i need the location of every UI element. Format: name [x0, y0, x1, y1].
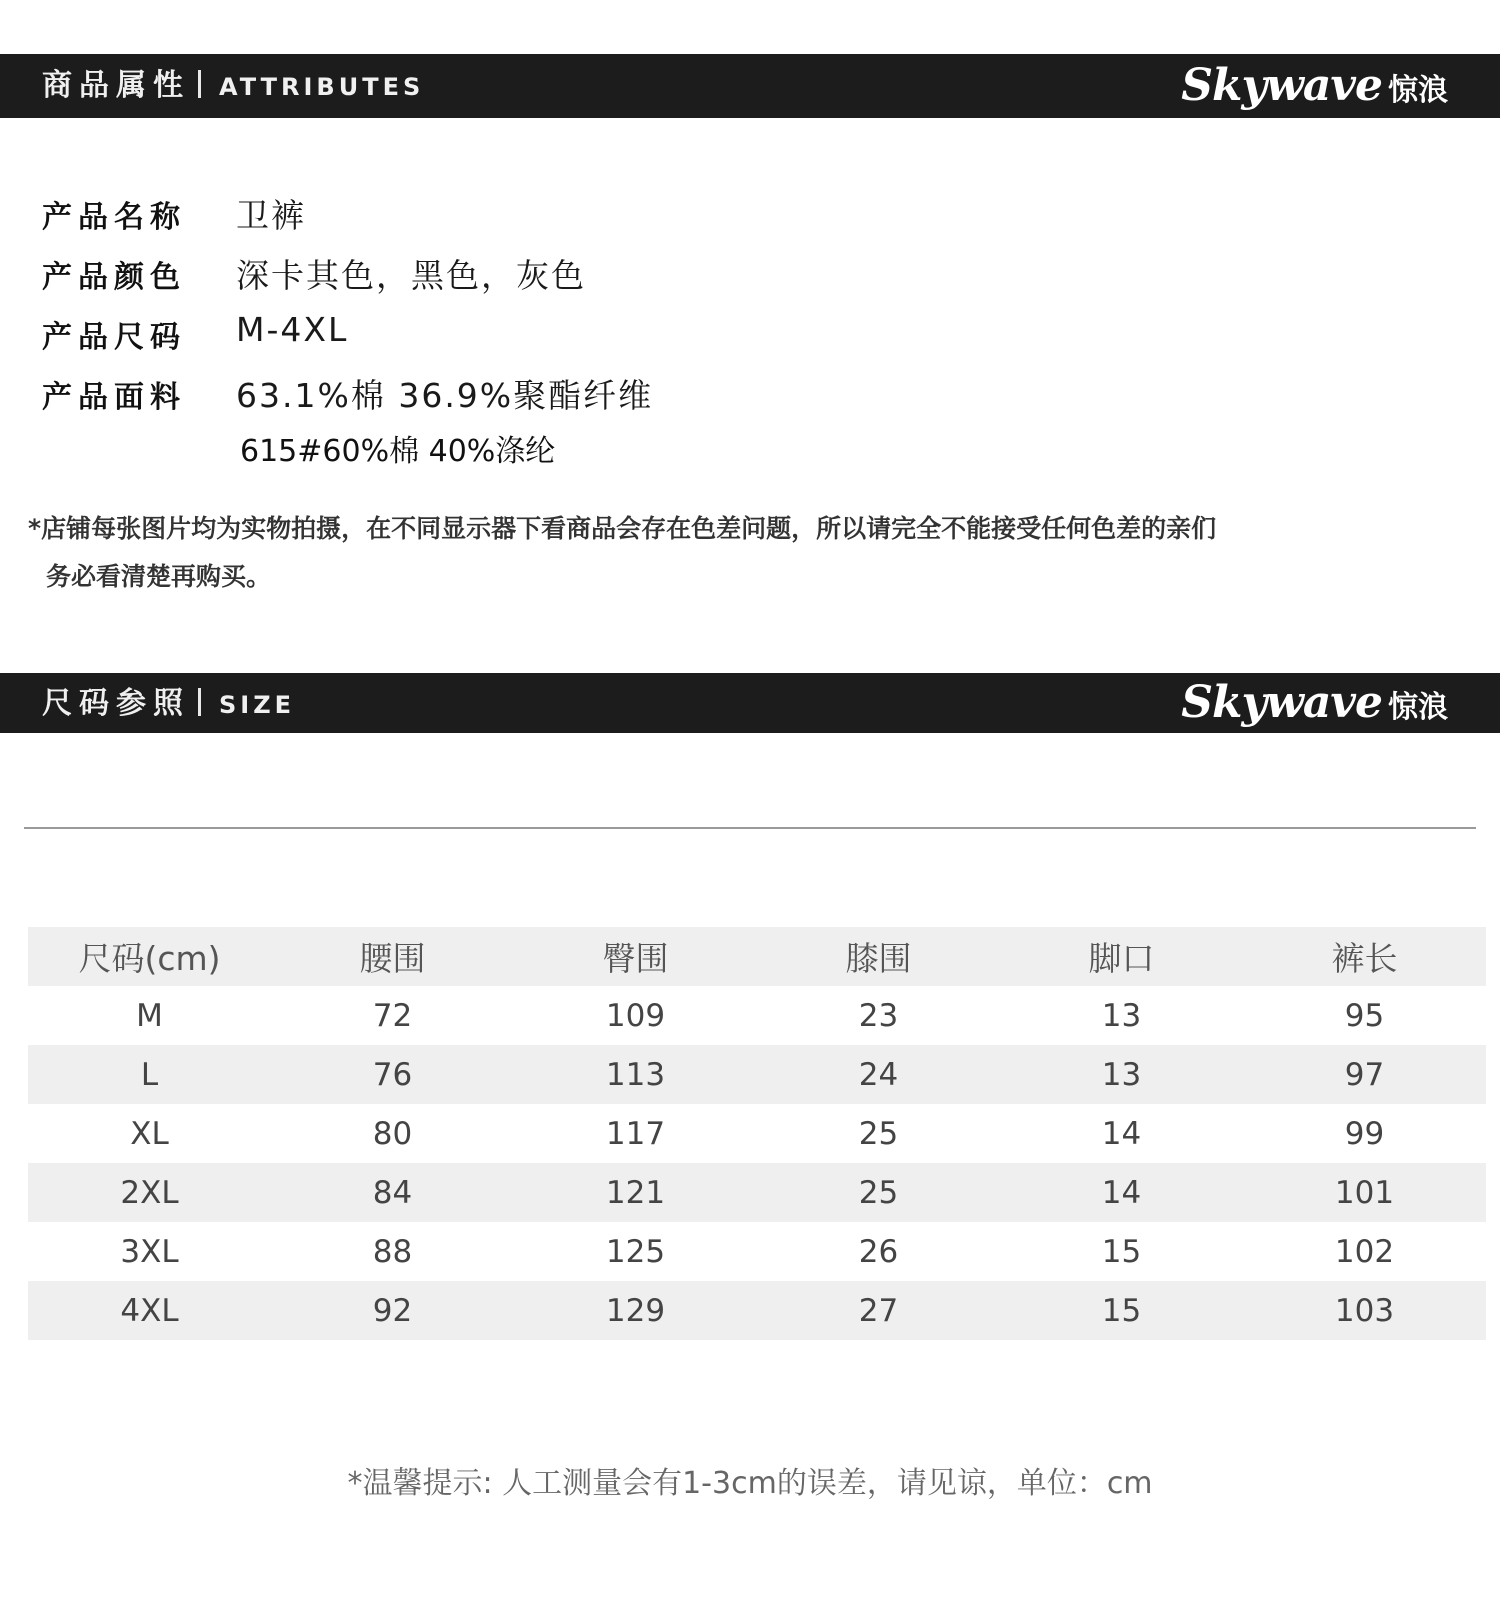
table-cell: 25 — [858, 1115, 899, 1152]
table-cell: 27 — [858, 1292, 899, 1329]
measurement-footnote: *温馨提示: 人工测量会有1-3cm的误差，请见谅，单位：cm — [347, 1466, 1153, 1501]
attribute-value: M-4XL — [236, 310, 349, 349]
brand-logo-en: Skywave — [1181, 677, 1382, 728]
title-separator — [198, 688, 201, 716]
table-cell: 92 — [372, 1292, 413, 1329]
attribute-value: 深卡其色，黑色，灰色 — [236, 256, 586, 295]
table-cell: 14 — [1101, 1115, 1142, 1152]
size-table-header-row — [28, 927, 1486, 986]
table-cell: 26 — [858, 1233, 899, 1270]
size-section-title — [42, 673, 295, 733]
attribute-key: 产品颜色 — [42, 260, 186, 295]
table-cell: 117 — [605, 1115, 666, 1152]
column-header: 腰围 — [359, 939, 426, 978]
table-cell: 102 — [1334, 1233, 1395, 1270]
column-header: 臀围 — [602, 939, 669, 978]
table-cell: 76 — [372, 1056, 413, 1093]
brand-logo — [1181, 673, 1448, 733]
attribute-value: 卫裤 — [236, 196, 306, 235]
table-row — [28, 1045, 1486, 1104]
table-cell: 121 — [605, 1174, 666, 1211]
table-cell: 72 — [372, 997, 413, 1034]
divider-line — [24, 827, 1476, 829]
table-cell: 4XL — [120, 1292, 179, 1329]
table-cell: 24 — [858, 1056, 899, 1093]
table-cell: 15 — [1101, 1292, 1142, 1329]
table-row — [28, 1222, 1486, 1281]
table-row — [28, 1163, 1486, 1222]
table-cell: 13 — [1101, 1056, 1142, 1093]
table-cell: 99 — [1344, 1115, 1385, 1152]
table-cell: 95 — [1344, 997, 1385, 1034]
table-cell: 88 — [372, 1233, 413, 1270]
attributes-title-cn: 商品属性 — [42, 68, 190, 103]
table-cell: M — [136, 997, 163, 1034]
attribute-key: 产品尺码 — [42, 320, 186, 355]
table-cell: 97 — [1344, 1056, 1385, 1093]
column-header: 脚口 — [1088, 939, 1155, 978]
attribute-key: 产品面料 — [42, 380, 186, 415]
table-cell: 84 — [372, 1174, 413, 1211]
table-cell: 113 — [605, 1056, 666, 1093]
table-row — [28, 1104, 1486, 1163]
table-cell: 15 — [1101, 1233, 1142, 1270]
color-difference-notice — [28, 505, 1428, 601]
table-cell: 23 — [858, 997, 899, 1034]
table-cell: 109 — [605, 997, 666, 1034]
table-cell: 80 — [372, 1115, 413, 1152]
size-header-bar — [0, 673, 1500, 733]
attributes-section-title — [42, 54, 424, 118]
attributes-title-en: ATTRIBUTES — [219, 73, 425, 101]
table-cell: XL — [130, 1115, 169, 1152]
table-row — [28, 1281, 1486, 1340]
table-cell: 103 — [1334, 1292, 1395, 1329]
title-separator — [198, 70, 201, 98]
table-cell: 2XL — [120, 1174, 179, 1211]
table-cell: 14 — [1101, 1174, 1142, 1211]
column-header: 膝围 — [845, 939, 912, 978]
table-cell: 101 — [1334, 1174, 1395, 1211]
attribute-key: 产品名称 — [42, 200, 186, 235]
size-title-en: SIZE — [219, 691, 296, 719]
table-cell: 129 — [605, 1292, 666, 1329]
brand-logo-cn: 惊浪 — [1388, 690, 1448, 725]
table-cell: L — [140, 1056, 159, 1093]
notice-line: *店铺每张图片均为实物拍摄，在不同显示器下看商品会存在色差问题，所以请完全不能接受任何色差的亲们 — [28, 514, 1217, 543]
size-title-cn: 尺码参照 — [42, 686, 190, 721]
attribute-value: 63.1%棉 36.9%聚酯纤维 — [236, 376, 654, 415]
attribute-value-secondary: 615#60%棉 40%涤纶 — [240, 434, 556, 469]
table-cell: 25 — [858, 1174, 899, 1211]
table-cell: 3XL — [120, 1233, 179, 1270]
attributes-header-bar — [0, 54, 1500, 118]
size-table — [28, 927, 1486, 1340]
brand-logo-en: Skywave — [1181, 60, 1382, 111]
column-header: 裤长 — [1331, 939, 1398, 978]
table-cell: 125 — [605, 1233, 666, 1270]
brand-logo — [1181, 54, 1448, 118]
brand-logo-cn: 惊浪 — [1388, 73, 1448, 108]
column-header: 尺码(cm) — [78, 939, 221, 978]
notice-line: 务必看清楚再购买。 — [46, 562, 272, 591]
table-row — [28, 986, 1486, 1045]
table-cell: 13 — [1101, 997, 1142, 1034]
